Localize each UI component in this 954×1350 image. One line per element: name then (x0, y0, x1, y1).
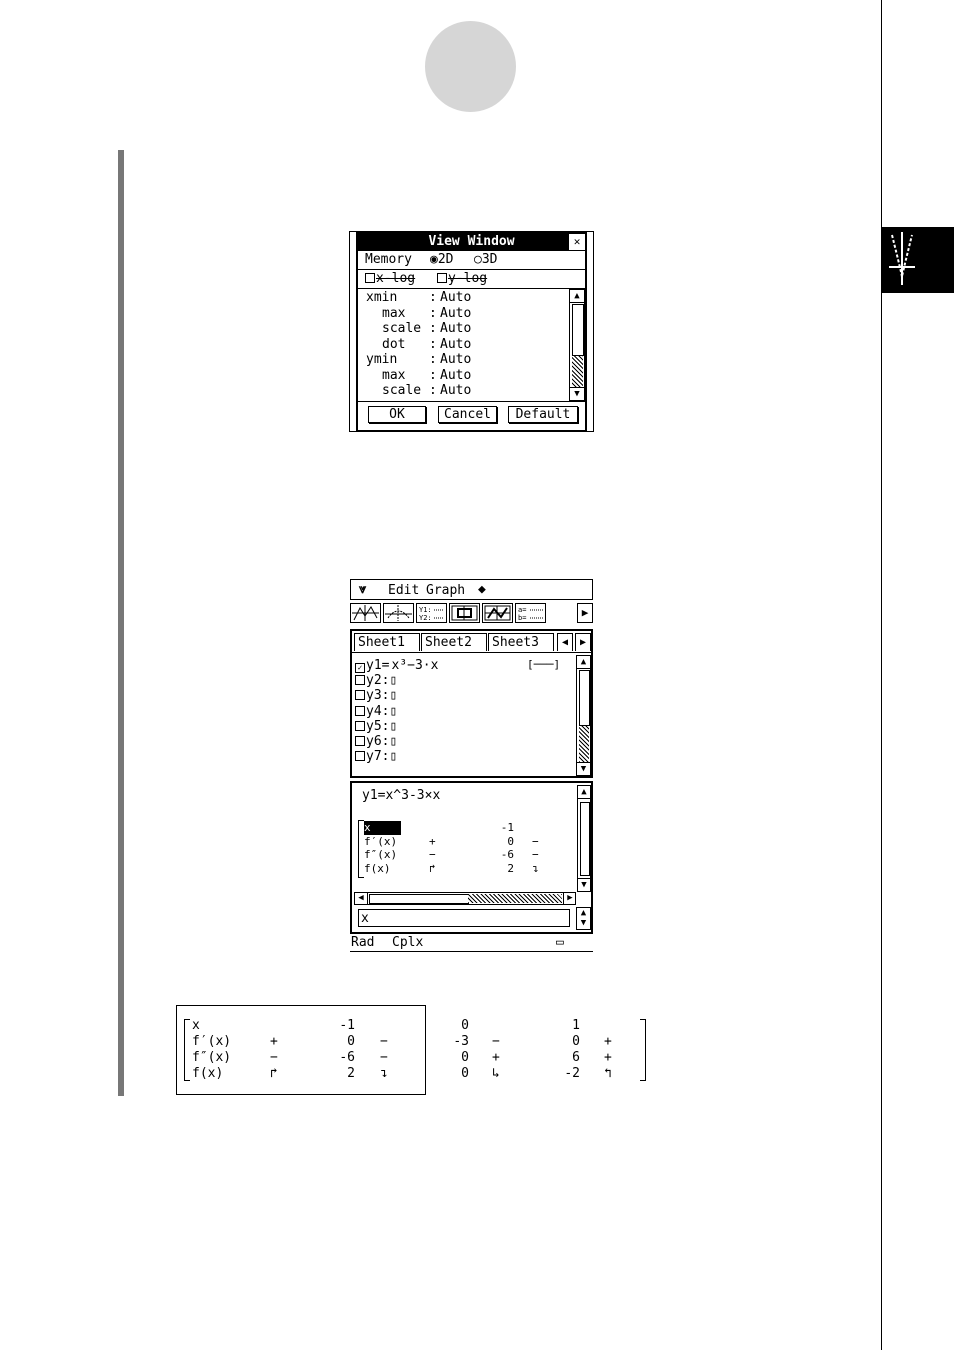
setting-colon: : (429, 290, 437, 305)
ylog-checkbox[interactable]: y-log (437, 271, 487, 286)
full-table-cell: 2 (347, 1066, 355, 1081)
function-row[interactable] (355, 749, 397, 764)
dialog-title: View Window (428, 234, 515, 249)
main-application-window (350, 781, 593, 934)
full-table-cell: + (604, 1034, 612, 1049)
full-table-cell: 0 (572, 1034, 580, 1049)
menu-bar (350, 579, 593, 600)
list-view-icon[interactable] (515, 603, 546, 623)
graph-table-icon[interactable] (350, 603, 381, 623)
scroll-up-icon[interactable]: ▲ (570, 290, 584, 303)
function-label: y6: (366, 734, 390, 749)
function-label: y7: (366, 749, 390, 765)
full-table-cell: − (492, 1034, 500, 1049)
full-table-cell: -2 (564, 1066, 580, 1081)
function-checkbox[interactable] (355, 736, 365, 746)
history-scroll-icon[interactable]: ▲ ▼ (576, 907, 591, 930)
function-expression[interactable]: ▯ (389, 703, 398, 719)
close-icon[interactable]: ✕ (569, 234, 585, 250)
function-checkbox[interactable] (355, 751, 365, 761)
function-expression[interactable]: ▯ (389, 734, 398, 749)
scroll-thumb[interactable] (572, 304, 584, 356)
function-expression[interactable]: ▯ (389, 688, 398, 704)
result-horizontal-scrollbar[interactable] (354, 892, 576, 905)
xlog-checkbox[interactable]: x-log (365, 271, 415, 286)
setting-value: Auto (440, 383, 472, 398)
svg-text:a=: a= (518, 606, 527, 614)
menu-dropdown-icon[interactable]: ⩔ (359, 582, 367, 597)
section-bar (118, 150, 124, 1096)
setting-value: Auto (440, 336, 472, 352)
function-row[interactable] (355, 704, 397, 719)
scroll-track (579, 726, 589, 762)
sign-table-cell: − (532, 834, 539, 848)
sign-table-cell: f″(x) (364, 848, 398, 861)
chapter-circle (425, 21, 516, 112)
full-table-cell: ↴ (380, 1066, 388, 1081)
setting-colon: : (429, 367, 437, 383)
scroll-thumb[interactable] (580, 802, 590, 876)
sign-table-result (364, 821, 574, 877)
function-list-scrollbar[interactable] (576, 655, 591, 776)
menu-graph[interactable]: Graph (426, 583, 466, 598)
sign-table-cell[interactable]: x (364, 821, 401, 835)
complex-mode[interactable]: Cplx (392, 935, 424, 950)
entry-input[interactable] (358, 909, 570, 927)
menu-diamond-icon[interactable]: ◆ (478, 582, 486, 597)
setting-value: Auto (440, 367, 472, 383)
function-expression[interactable]: ▯ (389, 718, 398, 734)
tab-sheet3[interactable]: Sheet3 (488, 633, 554, 651)
dialog-button-row (358, 401, 585, 432)
function-row[interactable] (355, 719, 397, 734)
scroll-left-icon[interactable]: ◀ (355, 893, 368, 904)
full-table-cell: − (380, 1050, 388, 1065)
log-row (358, 270, 585, 289)
scroll-track (468, 894, 562, 903)
scroll-up-icon[interactable]: ▲ (578, 786, 590, 799)
scroll-up-icon[interactable]: ▲ (577, 656, 590, 669)
background-window-edge (586, 231, 594, 432)
full-table-cell: 6 (572, 1050, 580, 1065)
full-table-cell: -3 (453, 1034, 469, 1049)
scroll-down-icon[interactable]: ▼ (570, 387, 584, 400)
svg-text:b=: b= (518, 614, 527, 622)
entry-input-value: x (361, 911, 369, 926)
sign-table-cell: + (429, 834, 436, 848)
tab-next-icon[interactable]: ▶ (575, 633, 591, 651)
sign-table-cell: 2 (507, 861, 514, 875)
setting-value: Auto (440, 305, 472, 321)
table-input-icon[interactable] (416, 603, 447, 623)
result-vertical-scrollbar[interactable] (577, 785, 591, 892)
full-table-cell: + (604, 1050, 612, 1065)
margin-rule (881, 0, 882, 1350)
ok-button[interactable]: OK (368, 406, 426, 423)
sign-table-cell: − (532, 848, 539, 861)
zoom-box-icon[interactable] (449, 603, 480, 623)
function-checkbox[interactable] (355, 721, 365, 731)
full-table-left-bracket (184, 1019, 190, 1081)
setting-name: xmin (366, 290, 398, 305)
full-table-cell: f″(x) (192, 1050, 232, 1065)
function-checkbox[interactable] (355, 706, 365, 716)
function-label: y2: (366, 673, 390, 689)
full-table-cell: ↱ (270, 1066, 278, 1081)
full-table-cell: 0 (461, 1050, 469, 1065)
full-table-cell: ↳ (492, 1066, 500, 1081)
full-table-cell: ↰ (604, 1066, 612, 1081)
setting-name: max (382, 305, 406, 321)
full-table-cell: 1 (572, 1018, 580, 1033)
setting-value: Auto (440, 352, 472, 367)
setting-colon: : (429, 383, 437, 398)
scroll-track (572, 356, 583, 388)
setting-name: ymin (366, 352, 398, 367)
sign-table-cell: − (429, 848, 436, 861)
toolbar-next-icon[interactable]: ▶ (577, 603, 593, 623)
function-list (352, 655, 574, 775)
sheet-tabs (354, 633, 589, 652)
function-label: y5: (366, 718, 390, 734)
input-expression: y1=x^3-3×x (362, 788, 441, 803)
sign-table-cell: ↱ (429, 861, 436, 875)
function-label: y3: (366, 688, 390, 704)
dialog-title-bar (358, 232, 585, 251)
function-expression[interactable]: ▯ (389, 673, 398, 689)
function-editor-window (350, 629, 593, 778)
setting-name: scale (382, 321, 422, 336)
setting-colon: : (429, 305, 437, 321)
full-table-cell: f′(x) (192, 1034, 232, 1049)
scroll-right-icon[interactable]: ▶ (563, 893, 576, 904)
toolbar (350, 603, 593, 625)
memory-label: Memory (365, 252, 412, 267)
scroll-down-icon[interactable]: ▼ (577, 762, 590, 775)
setting-colon: : (429, 336, 437, 352)
graph-draw-icon[interactable] (482, 603, 513, 623)
function-checkbox[interactable] (355, 690, 365, 700)
full-table-cell: f(x) (192, 1066, 224, 1081)
function-checkbox[interactable] (355, 675, 365, 685)
graph-chapter-icon (882, 227, 954, 293)
function-row[interactable] (355, 688, 397, 703)
default-button[interactable]: Default (508, 406, 578, 423)
full-table-cell: 0 (347, 1034, 355, 1049)
full-table-cell: 0 (461, 1018, 469, 1033)
function-checkbox[interactable]: ✓ (355, 663, 365, 673)
menu-edit[interactable]: Edit (388, 583, 420, 598)
tab-sheet1[interactable]: Sheet1 (354, 633, 420, 651)
memory-row (358, 251, 585, 270)
setting-value: Auto (440, 321, 472, 336)
svg-text:Y2:: Y2: (419, 614, 432, 622)
full-table-cell: -1 (339, 1018, 355, 1033)
view-window-screenshot (349, 231, 594, 432)
function-row[interactable] (355, 673, 397, 688)
function-expression[interactable]: ▯ (389, 749, 398, 765)
status-bar (350, 935, 593, 952)
tab-divider (352, 652, 591, 653)
scroll-thumb[interactable] (579, 670, 590, 726)
cancel-button[interactable]: Cancel (438, 406, 497, 423)
radio-3d[interactable]: ○3D (474, 252, 498, 267)
full-sign-table (192, 1018, 642, 1082)
setting-colon: : (429, 321, 437, 336)
radio-2d[interactable]: ◉2D (430, 252, 454, 267)
function-row[interactable] (355, 658, 438, 673)
function-label: y4: (366, 703, 390, 719)
sign-table-cell: 0 (507, 834, 514, 848)
sign-table-cell: -1 (500, 821, 514, 834)
list-scrollbar[interactable] (569, 289, 585, 401)
full-table-cell: − (380, 1034, 388, 1049)
scroll-thumb[interactable] (369, 894, 469, 904)
setting-colon: : (429, 352, 437, 367)
view-window-list (358, 289, 585, 401)
sign-table-cell: f(x) (364, 861, 391, 875)
full-table-cell: x (192, 1018, 200, 1033)
full-table-cell: -6 (339, 1050, 355, 1065)
line-style-indicator[interactable]: [───] (527, 658, 561, 671)
svg-text:Y1:: Y1: (419, 606, 432, 614)
graph-table-dashed-icon[interactable] (383, 603, 414, 623)
sign-table-cell: f′(x) (364, 834, 398, 848)
function-label: y1= (366, 658, 390, 673)
sign-table-cell: -6 (500, 848, 514, 861)
battery-icon: ▭ (556, 935, 564, 950)
chapter-tab (882, 227, 954, 293)
setting-name: scale (382, 383, 422, 398)
scroll-down-icon[interactable]: ▼ (578, 878, 590, 891)
sign-table-cell: ↴ (532, 861, 539, 875)
view-window-dialog (356, 231, 587, 432)
angle-mode[interactable]: Rad (351, 935, 375, 950)
full-table-cell: − (270, 1050, 278, 1065)
full-table-cell: + (492, 1050, 500, 1065)
full-table-cell: + (270, 1034, 278, 1049)
tab-sheet2[interactable]: Sheet2 (421, 633, 487, 651)
tab-prev-icon[interactable]: ◀ (557, 633, 573, 651)
setting-value: Auto (440, 290, 472, 305)
setting-name: max (382, 367, 406, 383)
graph-editor-screenshot (349, 579, 594, 953)
function-expression[interactable]: x³−3·x (391, 658, 439, 673)
function-row[interactable] (355, 734, 397, 749)
setting-name: dot (382, 336, 406, 352)
full-table-cell: 0 (461, 1066, 469, 1081)
